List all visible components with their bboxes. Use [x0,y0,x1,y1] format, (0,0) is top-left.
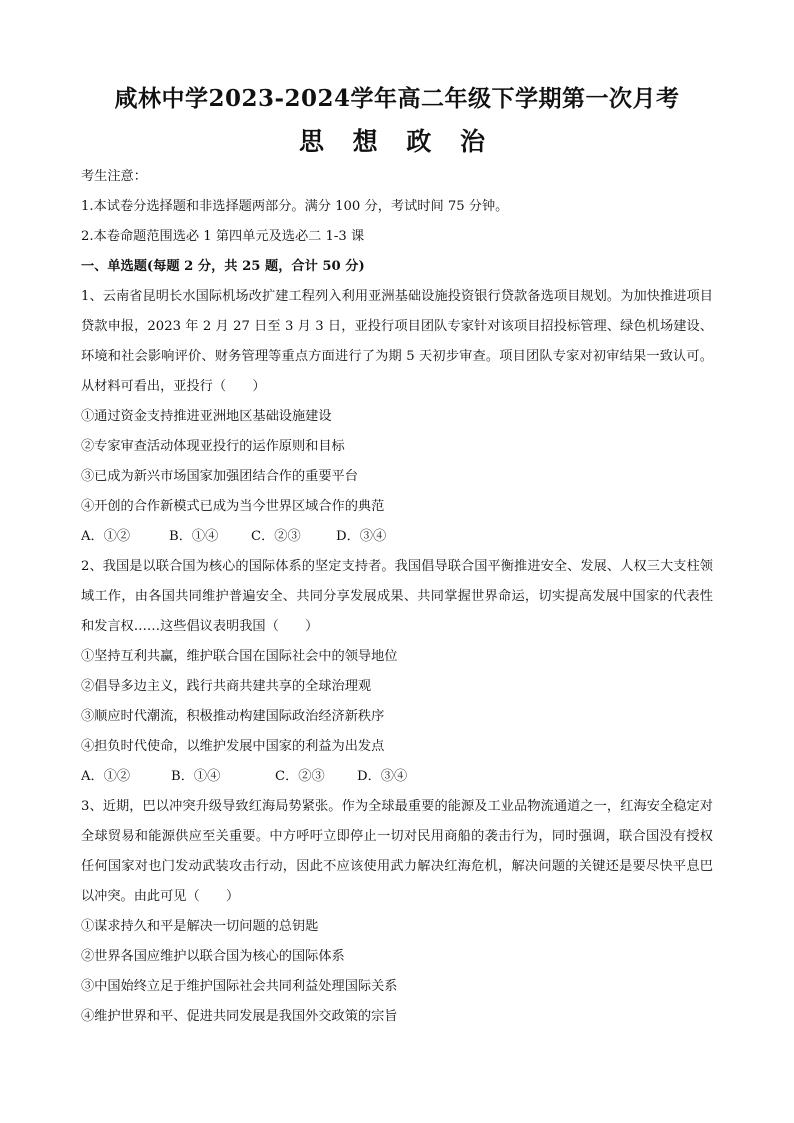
choice-c: C．②③ [275,769,325,784]
exam-title: 咸林中学2023-2024学年高二年级下学期第一次月考 [114,85,680,112]
question-1-option: ②专家审查活动体现亚投行的运作原则和目标 [81,439,345,454]
section-title: 一、单选题(每题 2 分，共 25 题，合计 50 分) [81,259,365,274]
question-1-stem: 1、云南省昆明长水国际机场改扩建工程列入利用亚洲基础设施投资银行贷款备选项目规划。为加快推进项目贷款申报，2023 年 2 月 27 日至 3 月 3 日，亚投行项目团队专家针对该项目招投标管理、绿色机场建设、环境和社会影响评价、财务管理等重点方面进行了为期 5 天初步审查。项目团队专家对初审结果一致认可。从材料可看出，亚投行（ ） [81,289,713,394]
question-1-option: ③已成为新兴市场国家加强团结合作的重要平台 [81,469,358,484]
question-3-option: ③中国始终立足于维护国际社会共同利益处理国际关系 [81,979,398,994]
choice-d: D．③④ [357,769,408,784]
choice-c: C．②③ [251,529,301,544]
question-3-option: ①谋求持久和平是解决一切问题的总钥匙 [81,919,319,934]
question-3-option: ④维护世界和平、促进共同发展是我国外交政策的宗旨 [81,1009,398,1024]
question-2-option: ①坚持互利共赢，维护联合国在国际社会中的领导地位 [81,649,398,664]
question-3-stem: 3、近期，巴以冲突升级导致红海局势紧张。作为全球最重要的能源及工业品物流通道之一，红海安全稳定对全球贸易和能源供应至关重要。中方呼吁立即停止一切对民用商船的袭击行为，同时强调，联合国没有授权任何国家对也门发动武装攻击行动，因此不应该使用武力解决红海危机，解决问题的关键还是要尽快平息巴以冲突。由此可见（ ） [81,799,713,904]
question-2-stem: 2、我国是以联合国为核心的国际体系的坚定支持者。我国倡导联合国平衡推进安全、发展、人权三大支柱领域工作，由各国共同维护普遍安全、共同分享发展成果、共同掌握世界命运，切实提高发展中国家的代表性和发言权……这些倡议表明我国（ ） [81,559,713,634]
question-2-choices [81,762,713,792]
question-2-option: ②倡导多边主义，践行共商共建共享的全球治理观 [81,679,372,694]
question-1-option: ④开创的合作新模式已成为当今世界区域合作的典范 [81,499,385,514]
question-1-choices [81,522,713,552]
question-1-option: ①通过资金支持推进亚洲地区基础设施建设 [81,409,332,424]
choice-b: B．①④ [169,529,219,544]
question-2-option: ③顺应时代潮流，积极推动构建国际政治经济新秩序 [81,709,385,724]
question-2-option: ④担负时代使命，以维护发展中国家的利益为出发点 [81,739,385,754]
notice-item: 2.本卷命题范围选必 1 第四单元及选必二 1-3 课 [81,229,365,244]
notice-item: 1.本试卷分选择题和非选择题两部分。满分 100 分，考试时间 75 分钟。 [81,199,509,214]
exam-body [81,162,713,1032]
choice-d: D．③④ [336,529,387,544]
notice-heading: 考生注意： [81,169,147,184]
subject-title: 思 想 政 治 [298,127,496,156]
question-3-option: ②世界各国应维护以联合国为核心的国际体系 [81,949,345,964]
choice-a: A．①② [81,529,131,544]
choice-a: A．①② [81,769,131,784]
choice-b: B．①④ [171,769,221,784]
